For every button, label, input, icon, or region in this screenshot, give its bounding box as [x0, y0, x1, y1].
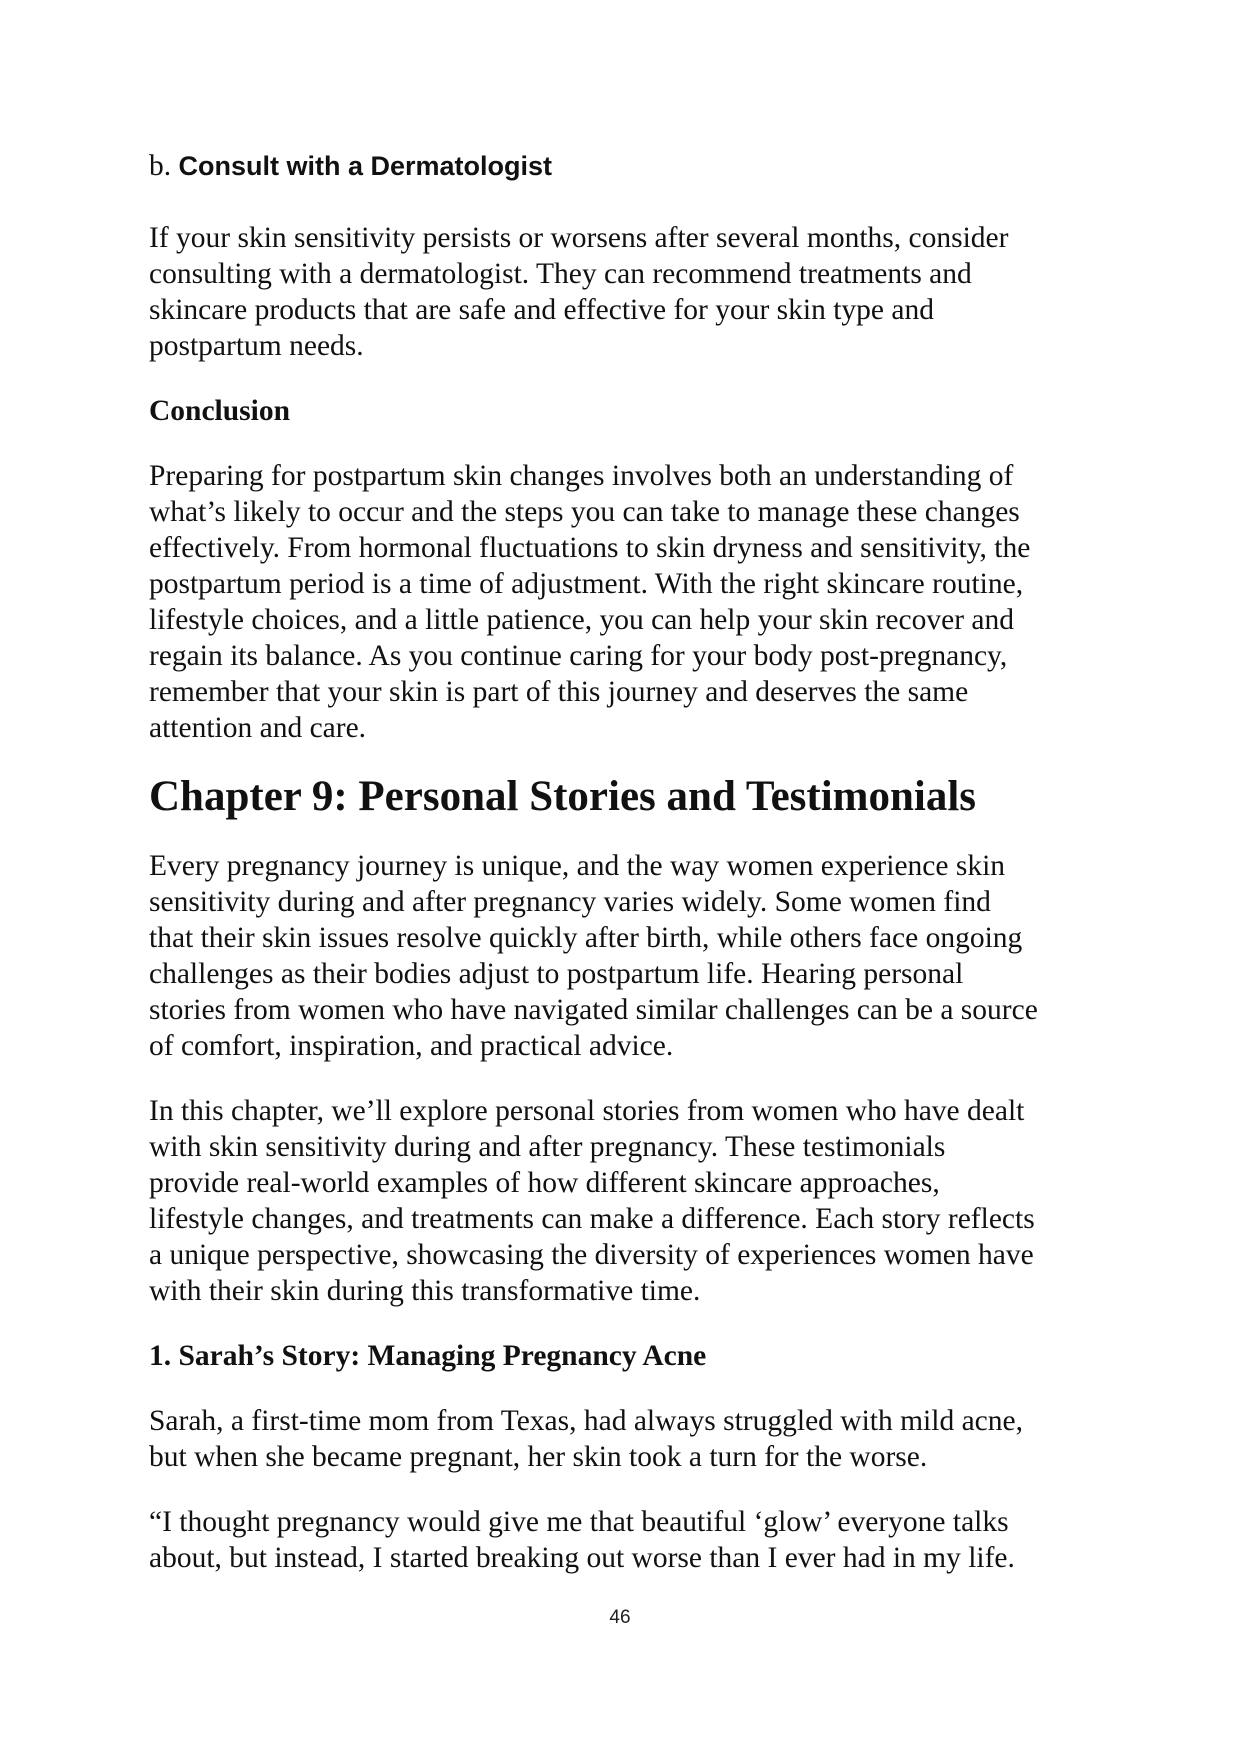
text-line: If your skin sensitivity persists or worsens after several months, consider [149, 222, 1009, 254]
text-line: postpartum needs. [149, 330, 364, 362]
section-b-paragraph [149, 220, 1099, 364]
chapter-title: Chapter 9: Personal Stories and Testimonials [149, 773, 977, 820]
text-line: a unique perspective, showcasing the diversity of experiences women have [149, 1239, 1034, 1271]
text-line: stories from women who have navigated similar challenges can be a source [149, 994, 1038, 1026]
text-line: Sarah, a first-time mom from Texas, had always struggled with mild acne, [149, 1405, 1023, 1437]
page-content [149, 148, 1099, 1576]
text-line: challenges as their bodies adjust to postpartum life. Hearing personal [149, 958, 964, 990]
text-line: effectively. From hormonal fluctuations to skin dryness and sensitivity, the [149, 532, 1031, 564]
section-b-prefix: b. [149, 150, 172, 182]
text-line: “I thought pregnancy would give me that beautiful ‘glow’ everyone talks [149, 1506, 1009, 1538]
text-line: In this chapter, we’ll explore personal stories from women who have dealt [149, 1095, 1025, 1127]
text-line: regain its balance. As you continue caring for your body post-pregnancy, [149, 640, 1008, 672]
text-line: lifestyle changes, and treatments can make a difference. Each story reflects [149, 1203, 1035, 1235]
text-line: Every pregnancy journey is unique, and the way women experience skin [149, 850, 1006, 882]
story-1-intro-paragraph [149, 1403, 1099, 1475]
text-line: with skin sensitivity during and after pregnancy. These testimonials [149, 1131, 946, 1163]
section-b-heading [149, 148, 1099, 184]
text-line: that their skin issues resolve quickly after birth, while others face ongoing [149, 922, 1023, 954]
chapter-explore-paragraph [149, 1093, 1099, 1309]
text-line: with their skin during this transformative time. [149, 1275, 701, 1307]
text-line: postpartum period is a time of adjustment. With the right skincare routine, [149, 568, 1024, 600]
text-line: about, but instead, I started breaking out worse than I ever had in my life. [149, 1542, 1015, 1574]
section-b-title: Consult with a Dermatologist [178, 151, 553, 181]
story-1-quote [149, 1504, 1099, 1576]
conclusion-paragraph [149, 458, 1099, 746]
text-line: skincare products that are safe and effective for your skin type and [149, 294, 934, 326]
text-line: consulting with a dermatologist. They can recommend treatments and [149, 258, 972, 290]
text-line: remember that your skin is part of this journey and deserves the same [149, 676, 969, 708]
text-line: attention and care. [149, 712, 367, 744]
text-line: but when she became pregnant, her skin took a turn for the worse. [149, 1441, 928, 1473]
text-line: sensitivity during and after pregnancy varies widely. Some women find [149, 886, 991, 918]
text-line: lifestyle choices, and a little patience, you can help your skin recover and [149, 604, 1015, 636]
text-line: Preparing for postpartum skin changes involves both an understanding of [149, 460, 1014, 492]
text-line: what’s likely to occur and the steps you can take to manage these changes [149, 496, 1020, 528]
story-1-heading: 1. Sarah’s Story: Managing Pregnancy Acne [149, 1340, 707, 1372]
conclusion-heading: Conclusion [149, 395, 290, 427]
text-line: of comfort, inspiration, and practical advice. [149, 1030, 674, 1062]
text-line: provide real-world examples of how different skincare approaches, [149, 1167, 940, 1199]
page-number: 46 [609, 1607, 631, 1628]
chapter-intro-paragraph [149, 848, 1099, 1064]
